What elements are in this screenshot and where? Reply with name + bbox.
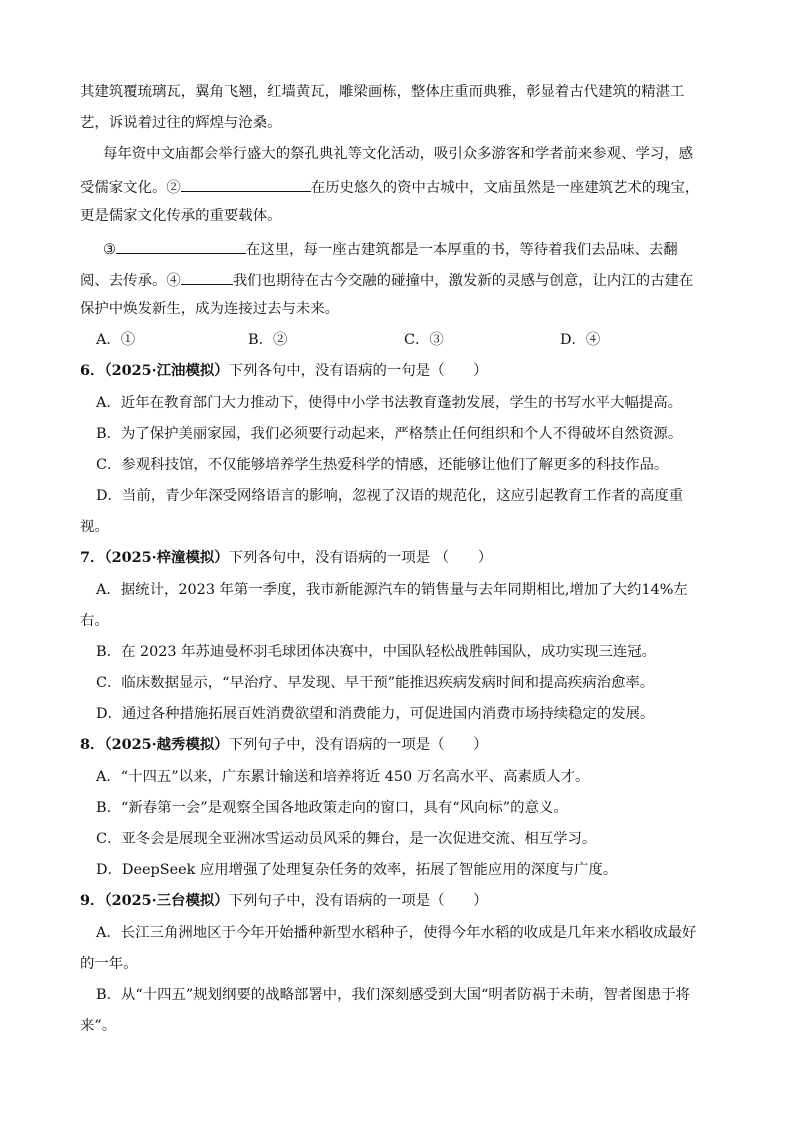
sentence-marker-2: ② (166, 180, 181, 196)
q9-option-a[interactable]: A．长江三角洲地区于今年开始播种新型水稻种子，使得今年水稻的收成是几年来水稻收成最好 (96, 925, 697, 941)
question-stem: 下列句子中，没有语病的一项是（ ） (228, 893, 488, 909)
question-source: （2025·三台模拟） (104, 892, 229, 909)
fill-blank-4 (181, 268, 233, 285)
q9-option-a-cont: 的一年。 (80, 956, 138, 972)
q6-option-a[interactable]: A．近年在教育部门大力推动下，使得中小学书法教育蓬勃发展，学生的书写水平大幅提高。 (96, 395, 683, 411)
sentence-marker-4: ④ (166, 273, 181, 289)
passage-text: 在这里，每一座古建筑都是一本厚重的书，等待着我们去品味、去翻 (245, 242, 678, 258)
q9-option-b-cont: 来”。 (80, 1018, 117, 1034)
passage-line: 保护中焕发新生，成为连接过去与未来。 (80, 301, 340, 317)
q7-option-c[interactable]: C．临床数据显示，“早治疗、早发现、早干预”能推迟疾病发病时间和提高疾病治愈率。 (96, 675, 655, 691)
question-source: （2025·梓潼模拟） (104, 549, 229, 566)
question-8-header (80, 735, 488, 755)
q9-option-b[interactable]: B．从“十四五”规划纲要的战略部署中，我们深刻感受到大国“明者防祸于未萌，智者图患于将 (96, 987, 690, 1003)
passage-line (103, 237, 678, 257)
question-stem: 下列各句中，没有语病的一项是 （ ） (228, 550, 493, 566)
question-stem: 下列句子中，没有语病的一项是（ ） (228, 737, 488, 753)
question-number: 7． (80, 549, 105, 566)
passage-line: 每年资中文庙都会举行盛大的祭孔典礼等文化活动，吸引众多游客和学者前来参观、学习，感 (103, 146, 694, 162)
passage-line (80, 175, 699, 195)
q8-option-a[interactable]: A．“十四五”以来，广东累计输送和培养将近 450 万名高水平、高素质人才。 (96, 769, 590, 785)
q5-option-a[interactable]: A．① (96, 332, 136, 348)
q8-option-d[interactable]: D．DeepSeek 应用增强了处理复杂任务的效率，拓展了智能应用的深度与广度。 (96, 862, 618, 878)
q8-option-c[interactable]: C．亚冬会是展现全亚洲冰雪运动员风采的舞台，是一次促进交流、相互学习。 (96, 831, 597, 847)
question-number: 8． (80, 736, 105, 753)
passage-text: 阅、去传承。 (80, 273, 167, 289)
passage-text: 受儒家文化。 (80, 180, 167, 196)
q5-option-c[interactable]: C．③ (404, 332, 444, 348)
question-source: （2025·越秀模拟） (104, 736, 229, 753)
passage-text: 我们也期待在古今交融的碰撞中，激发新的灵感与创意，让内江的古建在 (232, 273, 694, 289)
question-6-header (80, 361, 488, 381)
q7-option-a[interactable]: A．据统计，2023 年第一季度，我市新能源汽车的销售量与去年同期相比,增加了大约14%左 (96, 582, 688, 598)
q6-option-d[interactable]: D．当前，青少年深受网络语言的影响，忽视了汉语的规范化，这应引起教育工作者的高度重 (96, 488, 684, 504)
sentence-marker-3: ③ (103, 242, 116, 258)
q6-option-c[interactable]: C．参观科技馆，不仅能够培养学生热爱科学的情感，还能够让他们了解更多的科技作品。 (96, 457, 669, 473)
q6-option-d-cont: 视。 (80, 519, 109, 535)
question-stem: 下列各句中，没有语病的一句是（ ） (228, 363, 488, 379)
question-source: （2025·江油模拟） (104, 362, 229, 379)
q8-option-b[interactable]: B．“新春第一会”是观察全国各地政策走向的窗口，具有“风向标”的意义。 (96, 800, 568, 816)
question-7-header (80, 548, 492, 568)
fill-blank-3 (116, 237, 246, 254)
passage-line: 更是儒家文化传承的重要载体。 (80, 208, 282, 224)
passage-line: 其建筑覆琉璃瓦，翼角飞翘，红墙黄瓦，雕梁画栋，整体庄重而典雅，彰显着古代建筑的精湛工 (80, 84, 685, 100)
question-number: 6． (80, 362, 105, 379)
q7-option-a-cont: 右。 (80, 613, 109, 629)
q5-option-b[interactable]: B．② (248, 332, 288, 348)
passage-line: 艺，诉说着过往的辉煌与沧桑。 (80, 115, 282, 131)
q7-option-d[interactable]: D．通过各种措施拓展百姓消费欲望和消费能力，可促进国内消费市场持续稳定的发展。 (96, 706, 655, 722)
fill-blank-2 (181, 175, 311, 192)
q5-option-d[interactable]: D．④ (560, 332, 601, 348)
question-9-header (80, 891, 488, 911)
q6-option-b[interactable]: B．为了保护美丽家园，我们必须要行动起来，严格禁止任何组织和个人不得破坏自然资源。 (96, 426, 683, 442)
passage-text: 在历史悠久的资中古城中，文庙虽然是一座建筑艺术的瑰宝， (310, 180, 700, 196)
question-number: 9． (80, 892, 105, 909)
q7-option-b[interactable]: B．在 2023 年苏迪曼杯羽毛球团体决赛中，中国队轻松战胜韩国队，成功实现三连冠。 (96, 644, 657, 660)
passage-line (80, 268, 693, 288)
